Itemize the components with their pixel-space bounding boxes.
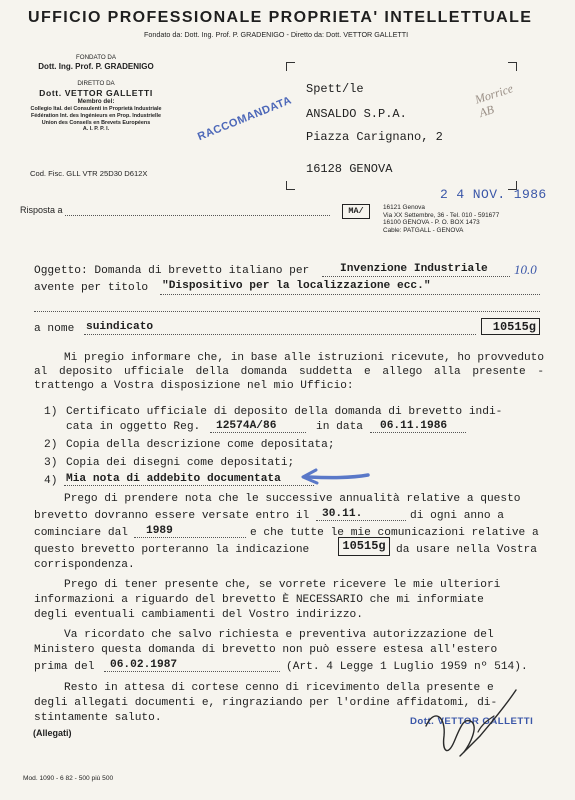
reference-number-box: 10515g: [481, 318, 540, 335]
date-stamp: 2 4 NOV. 1986: [440, 187, 547, 202]
attachments-label: (Allegati): [33, 728, 72, 738]
recipient-name: ANSALDO S.P.A.: [306, 107, 407, 121]
blank-title-line: [34, 311, 540, 312]
membership-2: Fédération Int. des Ingénieurs en Prop. Industrielle: [31, 112, 161, 119]
handwritten-arrow-icon: [298, 466, 370, 488]
p2-line-e: corrispondenza.: [34, 559, 135, 571]
item-4-text: Mia nota di addebito documentata: [66, 473, 281, 485]
patent-title: "Dispositivo per la localizzazione ecc.": [162, 280, 431, 292]
fiscal-code: Cod. Fisc. GLL VTR 25D30 D612X: [30, 169, 148, 178]
annuity-deadline: 30.11.: [322, 508, 363, 520]
handwritten-subject-mark: 10.0: [514, 262, 537, 277]
registration-number: 12574A/86: [216, 420, 277, 432]
name-label: a nome: [34, 323, 75, 335]
office-address-line4: Cable: PATGALL - GENOVA: [383, 226, 464, 234]
patent-title-line: [160, 294, 540, 295]
extension-date-line: [104, 671, 280, 672]
directed-label: DIRETTO DA: [77, 80, 115, 87]
item-4-number: 4): [44, 475, 58, 487]
deposit-date-line: [370, 432, 466, 433]
membership-3: Union des Conseils en Brevets Européens: [41, 119, 151, 126]
membership-4: A. I. P. P. I.: [82, 126, 110, 133]
item-1-text: Certificato ufficiale di deposito della domanda di brevetto indi-: [66, 406, 503, 418]
extension-date: 06.02.1987: [110, 659, 178, 671]
office-address-line2: Via XX Settembre, 36 - Tel. 010 - 591677: [383, 211, 500, 219]
item-1-number: 1): [44, 406, 58, 418]
registration-line: [210, 432, 306, 433]
recipient-city: 16128 GENOVA: [306, 162, 393, 176]
item-3-text: Copia dei disegni come depositati;: [66, 457, 295, 469]
correspondence-ref-box: 10515g: [338, 537, 390, 556]
letterhead-subtitle: Fondato da: Dott. Ing. Prof. P. GRADENIGO - Diretto da: Dott. VETTOR GALLETTI: [144, 30, 409, 39]
p4-line-c: prima del: [34, 661, 95, 673]
p4-line-b: Ministero questa domanda di brevetto non può essere estesa all'estero: [34, 644, 498, 656]
office-address-line3: 16100 GENOVA - P. O. BOX 1473: [383, 219, 480, 227]
subject-type: Invenzione Industriale: [340, 263, 488, 275]
membership-1: Collegio Ital. dei Consulenti in Proprietà Industriale: [30, 106, 162, 112]
subject-type-line: [322, 276, 510, 277]
office-address-line1: 16121 Genova: [383, 204, 425, 211]
item-2-number: 2): [44, 439, 58, 451]
title-label: avente per titolo: [34, 282, 149, 294]
office-address: [383, 204, 499, 234]
raccomandata-stamp: RACCOMANDATA: [196, 94, 294, 144]
deadline-line: [316, 520, 406, 521]
form-code-footer: Mod. 1090 - 6 82 - 500 più 500: [23, 775, 114, 782]
p2-line-c-end: e che tutte le mie comunicazioni relative a: [250, 527, 539, 539]
name-value: suindicato: [86, 321, 154, 333]
reply-dotted-line: [65, 215, 330, 216]
handwritten-pencil-note: Morrice AB: [473, 81, 515, 120]
recipient-street: Piazza Carignano, 2: [306, 130, 443, 144]
p5-line-c: stintamente saluto.: [34, 712, 162, 724]
salutation: Spett/le: [306, 82, 364, 96]
start-year: 1989: [146, 525, 173, 537]
p2-line-b: brevetto dovranno essere versate entro il: [34, 510, 310, 522]
deposit-date: 06.11.1986: [380, 420, 448, 432]
founder-name: Dott. Ing. Prof. P. GRADENIGO: [38, 62, 154, 71]
p4-line-a: Va ricordato che salvo richiesta e preventiva autorizzazione del: [64, 629, 494, 641]
p3-line-c: degli eventuali cambiamenti del Vostro indirizzo.: [34, 609, 363, 621]
window-corner-tl: [286, 62, 295, 71]
p5-line-a: Resto in attesa di cortese cenno di ricevimento della presente e: [64, 682, 494, 694]
p2-line-d-end: da usare nella Vostra: [396, 544, 537, 556]
intro-paragraph: Mi pregio informare che, in base alle istruzioni ricevute, ho provveduto al deposito ufficiale della domanda suddetta e allego alla presente - trattengo a Vostra disposizione nel mio Ufficio:: [34, 352, 544, 393]
founder-block: [26, 54, 166, 133]
p2-line-a: Prego di prendere nota che le successive annualità relative a questo: [64, 493, 521, 505]
p2-line-b-end: di ogni anno a: [410, 510, 504, 522]
p3-line-a: Prego di tener presente che, se vorrete ricevere le mie ulteriori: [64, 579, 501, 591]
item-3-number: 3): [44, 457, 58, 469]
p2-line-c: cominciare dal: [34, 527, 128, 539]
signature-stamp: Dott. VETTOR GALLETTI: [410, 716, 534, 727]
item-1-date-label: in data: [316, 421, 363, 433]
item-2-text: Copia della descrizione come depositata;: [66, 439, 335, 451]
start-year-line: [134, 537, 246, 538]
item-1-reg-label: cata in oggetto Reg.: [66, 421, 201, 433]
p2-line-d: questo brevetto porteranno la indicazione: [34, 544, 310, 556]
p4-line-c-end: (Art. 4 Legge 1 Luglio 1959 nº 514).: [286, 661, 528, 673]
reply-label: Risposta a: [20, 205, 63, 215]
ref-code-box: MA/: [342, 204, 370, 219]
name-line: [84, 334, 476, 335]
letterhead-title: UFFICIO PROFESSIONALE PROPRIETA' INTELLETTUALE: [28, 9, 533, 26]
member-label: Membro del:: [77, 98, 115, 105]
director-name: Dott. VETTOR GALLETTI: [39, 88, 153, 98]
subject-label: Oggetto: Domanda di brevetto italiano per: [34, 265, 310, 277]
founded-label: FONDATO DA: [76, 54, 116, 61]
item-4-line: [64, 485, 314, 486]
p3-line-b: informazioni a riguardo del brevetto È NECESSARIO che mi informiate: [34, 594, 484, 606]
window-corner-bl: [286, 181, 295, 190]
handwritten-signature-icon: [420, 686, 530, 762]
p5-line-b: degli allegati documenti e, ringraziando per l'ordine affidatomi, di-: [34, 697, 498, 709]
window-corner-tr: [508, 62, 517, 71]
